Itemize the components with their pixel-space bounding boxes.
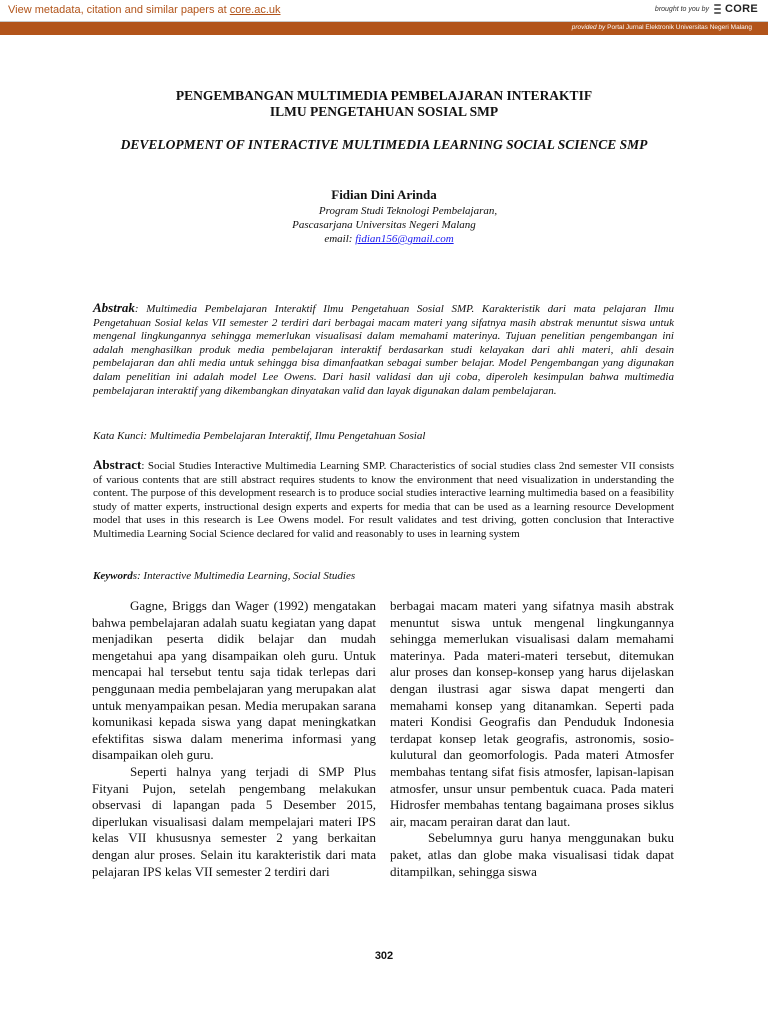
paragraph: Seperti halnya yang terjadi di SMP Plus Fityani Pujon, setelah pengembang melakukan observasi di lapangan pada 5 Desember 2015, diperlukan visualisasi dalam mempelajari materi IPS kelas VII khususnya semester 2 yang berkaitan dengan alur proses. Selain itu karakteristik dari mata pelajaran IPS kelas VII semester 2 terdiri dari bbox=[92, 763, 376, 879]
author-email-line bbox=[0, 232, 768, 246]
provider-text[interactable] bbox=[572, 24, 752, 31]
title-id-line-2: ILMU PENGETAHUAN SOSIAL SMP bbox=[269, 104, 499, 119]
core-logo-icon bbox=[712, 3, 722, 15]
core-brought-text: brought to you by bbox=[654, 5, 710, 13]
title-indonesian bbox=[0, 88, 768, 120]
core-link[interactable]: core.ac.uk bbox=[229, 4, 281, 16]
keywords-en-text: s: Interactive Multimedia Learning, Social Studies bbox=[132, 570, 356, 582]
body-column-left bbox=[92, 598, 376, 880]
title-english: DEVELOPMENT OF INTERACTIVE MULTIMEDIA LEARNING SOCIAL SCIENCE SMP bbox=[120, 137, 648, 152]
page-number: 302 bbox=[374, 950, 394, 962]
title-id-line-1: PENGEMBANGAN MULTIMEDIA PEMBELAJARAN INTERAKTIF bbox=[175, 88, 593, 103]
core-logo-word: CORE bbox=[725, 3, 758, 15]
body-column-right bbox=[390, 598, 674, 880]
abstract-indonesian bbox=[93, 301, 674, 398]
provider-bar bbox=[0, 22, 768, 35]
core-banner bbox=[0, 0, 768, 22]
email-label: email: bbox=[324, 233, 353, 245]
abstract-en-text: : Social Studies Interactive Multimedia Learning SMP. Characteristics of social studies class 2nd semester VII consists of various contents that are still abstract requires students to know the environment that need visualization in understanding the content. The purpose of this development research is to produce social studies interactive learning multimedia based on a feasibility study of matter experts, instructional design experts and experts for media that can be used as a learning resource Development model that uses in this research is Lee Owens model. For result validates and test driving, gotten conclusion that Interactive Multimedia Learning Social Science declared for valid and reasonably to uses in learning system bbox=[93, 460, 674, 540]
core-metadata-text: View metadata, citation and similar papers at bbox=[8, 4, 227, 16]
core-metadata-notice bbox=[8, 4, 281, 16]
abstract-en-label: Abstract bbox=[93, 457, 142, 472]
provided-by-label: provided by bbox=[571, 24, 606, 31]
keywords-english bbox=[93, 570, 355, 582]
affiliation-university: Pascasarjana Universitas Negeri Malang bbox=[292, 219, 476, 231]
paragraph: berbagai macam materi yang sifatnya masih abstrak menuntut siswa untuk mengenal lingkungannya sehingga memerlukan visualisasi dalam memahami materinya. Pada materi-materi tersebut, ditemukan alur proses dan konsep-konsep yang harus dijelaskan dengan ilustrasi agar siswa dapat mengerti dan memahami konsep yang ditanamkan. Seperti pada materi Kondisi Geografis dan Penduduk Indonesia terdapat konsep letak geografis, astronomis, sosio-kulutural dan geomorfologis. Pada materi Atmosfer membahas tentang sifat fisis atmosfer, lapisan-lapisan atmosfer, unsur unsur pembentuk cuaca. Pada materi Hidrosfer membahas tentang bagaimana proses siklus air, macam perairan darat dan laut. bbox=[390, 598, 674, 829]
keywords-indonesian: Kata Kunci: Multimedia Pembelajaran Interaktif, Ilmu Pengetahuan Sosial bbox=[93, 430, 426, 442]
core-brought-to-you[interactable] bbox=[655, 3, 758, 15]
abstract-id-label: Abstrak bbox=[93, 300, 135, 315]
author-name: Fidian Dini Arinda bbox=[331, 187, 437, 202]
paragraph: Gagne, Briggs dan Wager (1992) mengatakan bahwa pembelajaran adalah suatu kegiatan yang dapat menjadikan peserta didik belajar dan mudah mengetahui apa yang disampaikan oleh guru. Untuk mencapai hal tersebut tentu saja tidak terlepas dari penggunaan media pembelajaran yang merupakan alat untuk menyampaikan pesan. Media merupakan sarana komunikasi kepada siswa yang dapat meningkatkan efektifitas siswa dalam menerima informasi yang disampaikan oleh guru. bbox=[92, 598, 376, 763]
keywords-en-label: Keyword bbox=[93, 570, 133, 582]
paragraph: Sebelumnya guru hanya menggunakan buku paket, atlas dan globe maka visualisasi tidak dapat ditampilkan, sehingga siswa bbox=[390, 830, 674, 879]
provider-name: Portal Jurnal Elektronik Universitas Negeri Malang bbox=[607, 24, 752, 31]
email-link[interactable]: fidian156@gmail.com bbox=[355, 233, 454, 245]
abstract-english bbox=[93, 458, 674, 542]
author-affiliation bbox=[0, 204, 768, 246]
abstract-id-text: : Multimedia Pembelajaran Interaktif Ilmu Pengetahuan Sosial SMP. Karakteristik dari mata pelajaran Ilmu Pengetahuan Sosial kelas VII semester 2 terdiri dari berbagai macam materi yang sifatnya masih abstrak menuntut siswa untuk mengenal lingkungannya sehingga memerlukan visualisasi dalam memahami materinya. Tujuan penelitian pengembangan ini adalah menghasilkan produk media pembelajaran interaktif berdasarkan studi kelayakan dari ahli materi, ahli desain pembelajaran dan ahli media untuk sehingga bisa dimanfaatkan sebagai sumber belajar. Model Pengembangan yang digunakan dalam penelitian ini adalah model Lee Owens. Dari hasil validasi dan uji coba, diperoleh kesimpulan bahwa multimedia pembelajaran interaktif yang dikembangkan dinyatakan valid dan layak digunakan dalam pembelajaran. bbox=[93, 303, 674, 397]
affiliation-program: Program Studi Teknologi Pembelajaran, bbox=[318, 205, 498, 217]
